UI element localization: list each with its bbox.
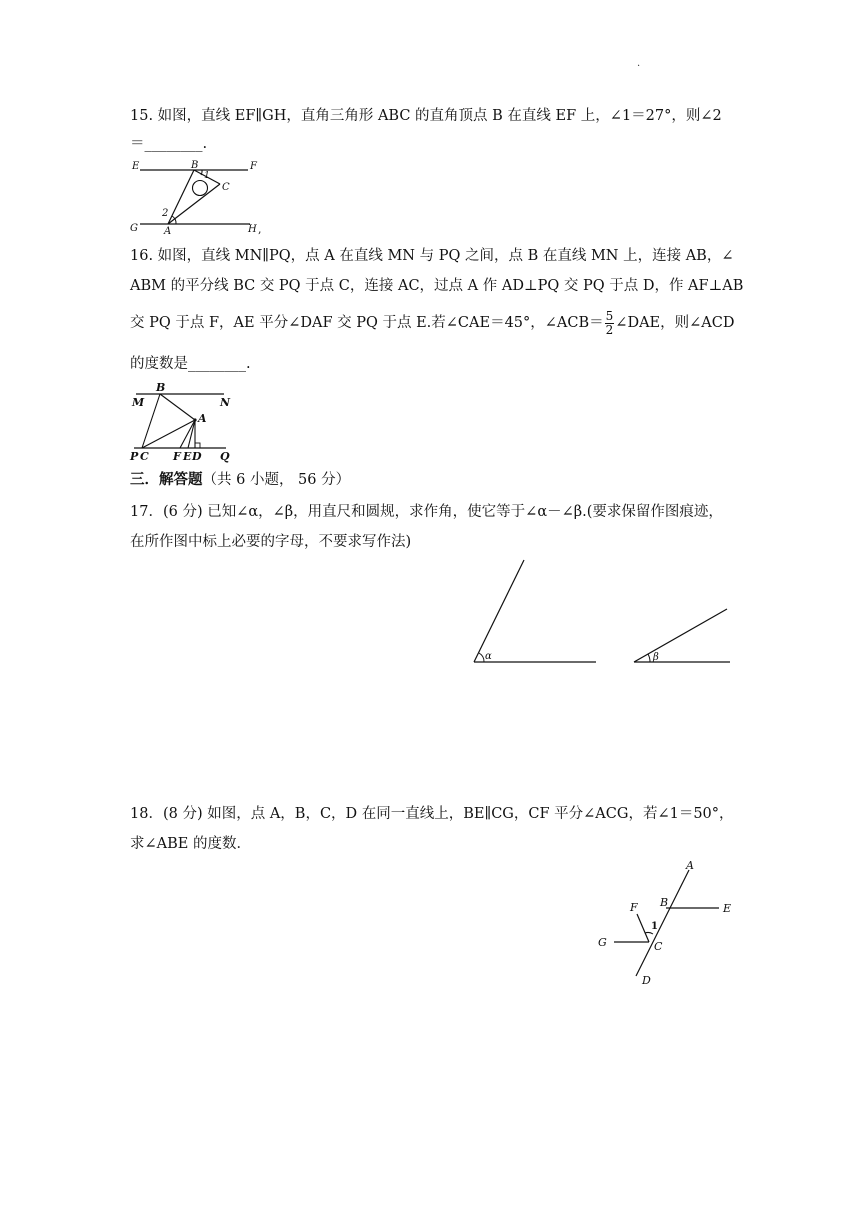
q16-text-line3	[130, 306, 734, 340]
q18-text-line2: 求∠ABE 的度数．	[130, 836, 251, 852]
section-3-heading	[130, 470, 350, 490]
q16-text-line2: ABM 的平分线 BC 交 PQ 于点 C，连接 AC，过点 A 作 AD⊥PQ 交 PQ 于点 D，作 AF⊥AB	[130, 278, 744, 294]
alpha-label: α	[485, 651, 492, 662]
label-p: P	[130, 450, 139, 463]
q17-text-line2: 在所作图中标上必要的字母，不要求写作法)	[130, 534, 412, 550]
label-a: A	[198, 412, 207, 425]
label-q: Q	[220, 450, 230, 463]
line-ad	[636, 870, 689, 976]
label-m: M	[132, 396, 145, 409]
label-f: F	[173, 450, 181, 463]
label-d: D	[192, 450, 202, 463]
beta-arc	[648, 654, 650, 662]
label-d: D	[642, 974, 651, 987]
q15-text-line1: 15. 如图，直线 EF∥GH，直角三角形 ABC 的直角顶点 B 在直线 EF 上，∠1＝27°，则∠2	[130, 108, 722, 124]
beta-label: β	[653, 652, 659, 663]
label-a: A	[164, 226, 172, 237]
q16-text-line1: 16. 如图，直线 MN∥PQ，点 A 在直线 MN 与 PQ 之间，点 B 在直线 MN 上，连接 AB，∠	[130, 248, 734, 264]
segment-ab	[160, 394, 195, 420]
label-e: E	[723, 902, 732, 915]
q17-text-line1: 17．(6 分) 已知∠α，∠β，用直尺和圆规，求作角，使它等于∠α－∠β.(要求保留作图痕迹，	[130, 504, 723, 520]
q15-text-line2: ＝________.	[130, 136, 208, 152]
label-n: N	[220, 396, 231, 409]
fraction-denominator: 2	[605, 322, 614, 337]
label-g: G	[598, 936, 607, 949]
label-g: G	[130, 223, 138, 234]
section-3-title: 三．解答题	[130, 471, 203, 488]
point-a	[193, 418, 196, 421]
segment-ae	[188, 420, 195, 448]
right-angle-mark	[195, 443, 200, 448]
fraction-five-halves	[605, 310, 615, 337]
angle-1-arc	[645, 932, 653, 934]
angle-alpha-figure	[470, 556, 600, 666]
q15-figure	[128, 158, 278, 238]
q16-text-line4: 的度数是________.	[130, 356, 251, 372]
label-c: C	[654, 940, 663, 953]
q18-text-line1: 18．(8 分) 如图，点 A，B，C，D 在同一直线上，BE∥CG，CF 平分∠ACG，若∠1＝50°，	[130, 806, 734, 822]
label-2: 2	[162, 208, 169, 219]
fraction-numerator: 5	[605, 308, 614, 323]
q18-figure	[592, 856, 742, 988]
segment-ab	[168, 170, 194, 224]
label-b: B	[660, 896, 669, 909]
label-c: C	[222, 182, 230, 193]
label-e: E	[132, 161, 140, 172]
triangle-ruler-hole	[193, 181, 208, 196]
label-f: F	[630, 901, 638, 914]
label-b: B	[156, 381, 166, 394]
segment-ac	[168, 184, 220, 224]
alpha-arc	[479, 653, 484, 662]
label-h: H	[248, 224, 257, 235]
label-e: E	[183, 450, 192, 463]
label-comma: ,	[258, 223, 262, 236]
alpha-ray-top	[474, 560, 524, 662]
label-1: 1	[204, 171, 210, 181]
ray-cf	[637, 914, 649, 942]
q16-figure	[128, 380, 238, 462]
angle-beta-figure	[630, 604, 732, 666]
section-3-note: （共 6 小题， 56 分）	[202, 472, 351, 488]
q16-line3-part1: 交 PQ 于点 F，AE 平分∠DAF 交 PQ 于点 E.若∠CAE＝45°，∠ACB＝	[130, 315, 604, 331]
header-dot: .	[637, 58, 641, 69]
label-a: A	[686, 859, 694, 872]
label-c: C	[140, 450, 149, 463]
label-1: 1	[651, 921, 658, 932]
label-b: B	[191, 160, 199, 171]
q16-line3-part2: ∠DAE，则∠ACD	[615, 315, 735, 331]
angle-1-arc	[201, 170, 202, 175]
label-f: F	[250, 161, 257, 172]
